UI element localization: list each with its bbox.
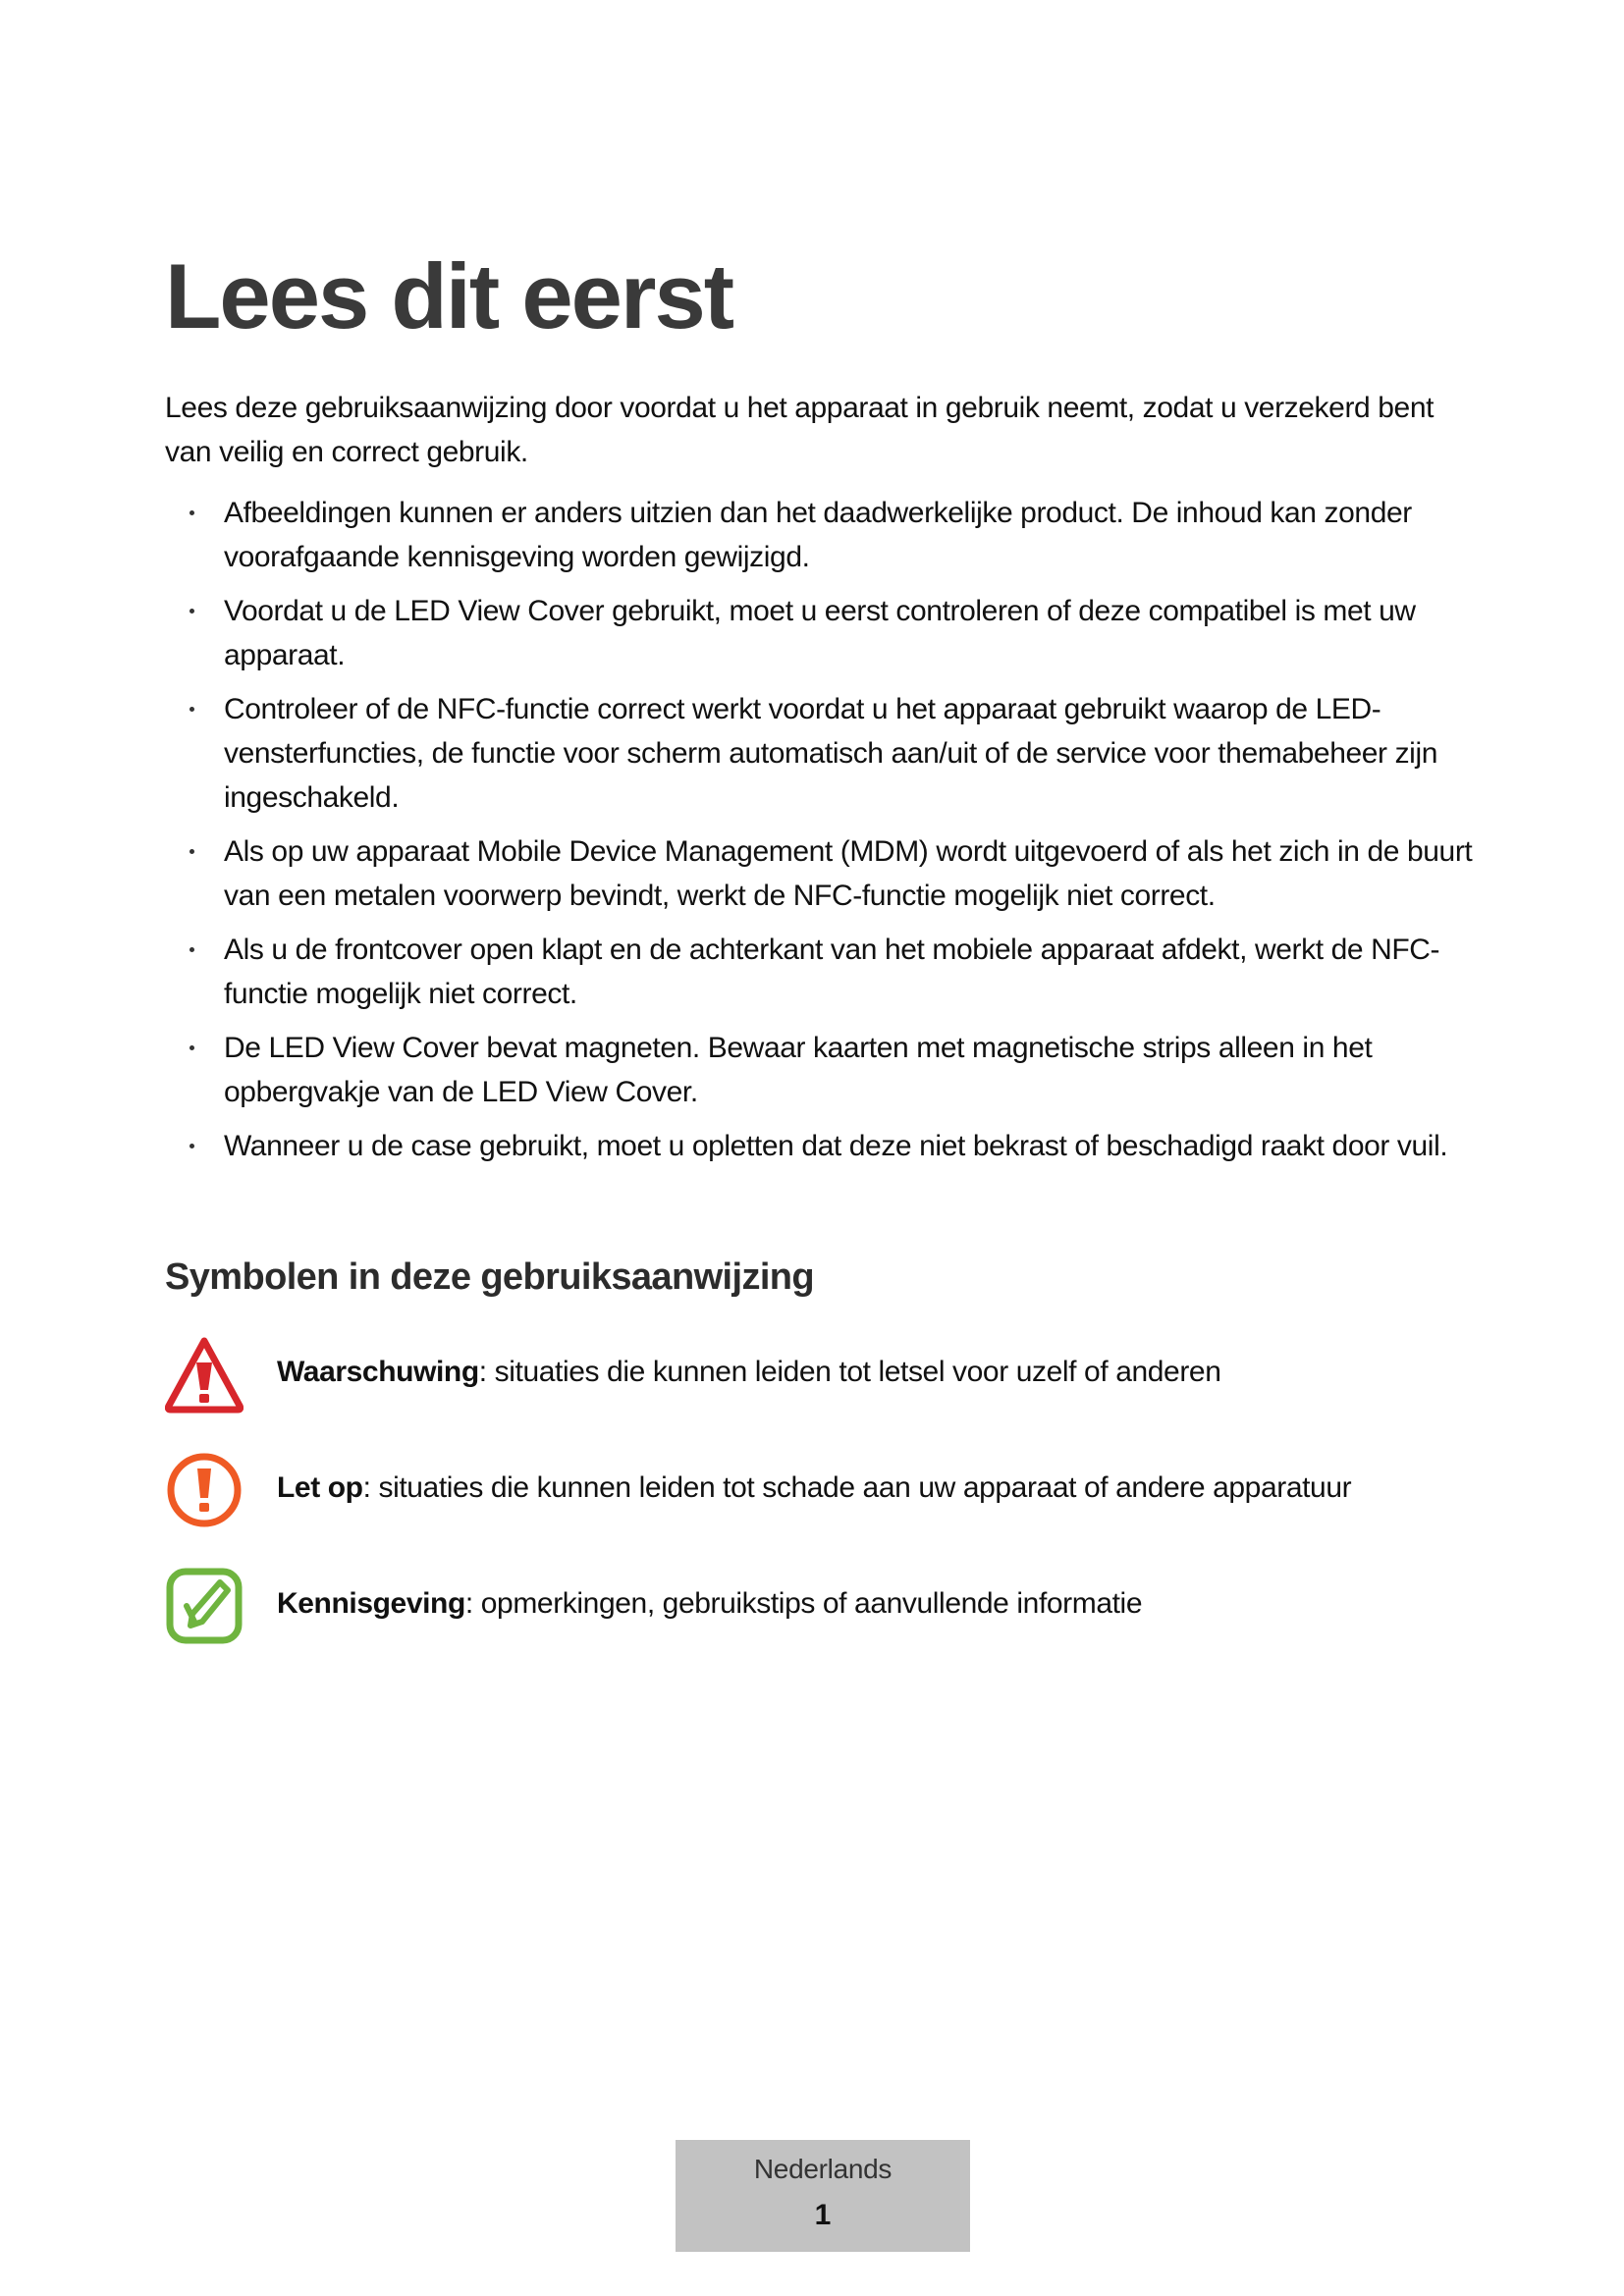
caution-label: Let op: [277, 1471, 363, 1504]
bullet-item: Wanneer u de case gebruikt, moet u opletten dat deze niet bekrast of beschadigd raakt door vuil.: [165, 1124, 1481, 1168]
warning-triangle-icon: [165, 1335, 244, 1414]
bullet-item: Als op uw apparaat Mobile Device Management (MDM) wordt uitgevoerd of als het zich in de buurt van een metalen voorwerp bevindt, werkt de NFC-functie mogelijk niet correct.: [165, 829, 1481, 918]
bullet-item: Controleer of de NFC-functie correct werkt voordat u het apparaat gebruikt waarop de LED-vensterfuncties, de functie voor scherm automatisch aan/uit of de service voor themabeheer zijn ingeschakeld.: [165, 687, 1481, 820]
caution-text: : situaties die kunnen leiden tot schade aan uw apparaat of andere apparatuur: [362, 1471, 1352, 1504]
bullet-item: De LED View Cover bevat magneten. Bewaar kaarten met magnetische strips alleen in het opbergvakje van de LED View Cover.: [165, 1026, 1481, 1114]
bullet-item: Afbeeldingen kunnen er anders uitzien dan het daadwerkelijke product. De inhoud kan zonder voorafgaande kennisgeving worden gewijzigd.: [165, 491, 1481, 579]
notice-description: [277, 1584, 1142, 1624]
warning-description: [277, 1353, 1221, 1392]
page-number: 1: [814, 2199, 832, 2231]
warning-text: : situaties die kunnen leiden tot letsel voor uzelf of anderen: [478, 1356, 1221, 1388]
notice-pencil-icon: [165, 1567, 244, 1645]
caution-description: [277, 1468, 1351, 1508]
bullet-list: [165, 491, 1481, 1178]
notice-label: Kennisgeving: [277, 1587, 465, 1620]
symbol-row-caution: [165, 1451, 1481, 1533]
caution-circle-icon: [165, 1451, 244, 1529]
page-title: Lees dit eerst: [165, 244, 733, 347]
bullet-item: Als u de frontcover open klapt en de achterkant van het mobiele apparaat afdekt, werkt de NFC-functie mogelijk niet correct.: [165, 928, 1481, 1016]
page-footer: [676, 2140, 970, 2252]
section-heading: Symbolen in deze gebruiksaanwijzing: [165, 1256, 815, 1298]
intro-paragraph: Lees deze gebruiksaanwijzing door voordat u het apparaat in gebruik neemt, zodat u verzekerd bent van veilig en correct gebruik.: [165, 392, 1435, 468]
footer-language: Nederlands: [753, 2154, 893, 2184]
warning-label: Waarschuwing: [277, 1356, 479, 1388]
bullet-item: Voordat u de LED View Cover gebruikt, moet u eerst controleren of deze compatibel is met uw apparaat.: [165, 589, 1481, 677]
symbol-row-notice: [165, 1567, 1481, 1649]
notice-text: : opmerkingen, gebruikstips of aanvullende informatie: [464, 1587, 1143, 1620]
symbol-row-warning: [165, 1335, 1481, 1417]
